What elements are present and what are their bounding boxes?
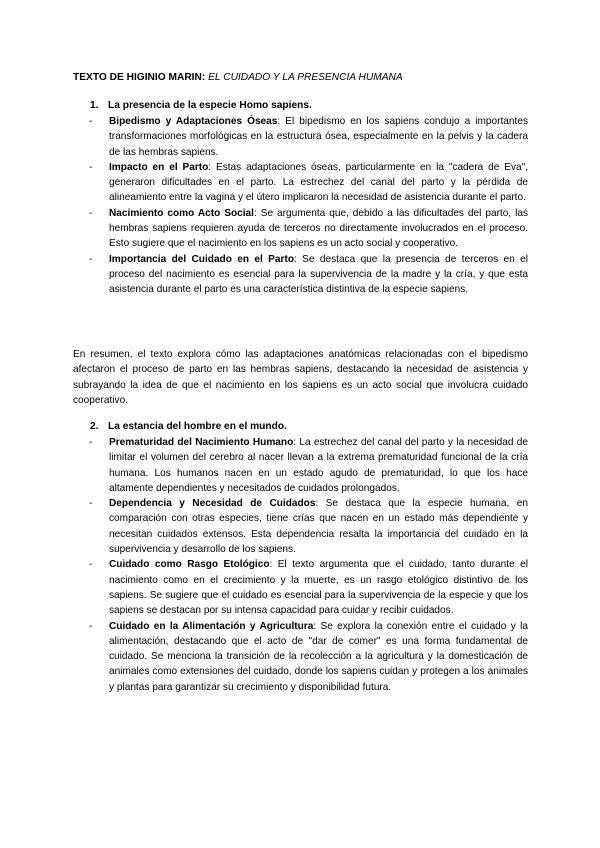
item-term: Impacto en el Parto <box>109 161 209 173</box>
list-item: - Prematuridad del Nacimiento Humano: La estrechez del canal del parto y la necesidad de limitar el volumen del cerebro al nacer llevan a la extrema prematuridad funcional de la cría humana. Los humanos nacen en un estado agudo de prematuridad, lo que los hace altamente dependientes y necesitados de cuidados prolongados. <box>89 437 528 494</box>
item-text: : La estrechez del canal del parto y la necesidad de limitar el volumen del cerebro al nacer llevan a la extrema prematuridad funcional de la cría humana. Los humanos nacen en un estado agudo de prematuridad, lo que los hace altamente dependientes y necesitados de cuidados prolongados. <box>109 437 528 494</box>
item-term: Importancia del Cuidado en el Parto <box>109 253 294 265</box>
item-term: Nacimiento como Acto Social <box>109 207 254 219</box>
section-1 <box>73 98 528 298</box>
item-text: : Se explora la conexión entre el cuidado y la alimentación, destacando que el acto de "dar de comer" es una forma fundamental de cuidado. Se menciona la transición de la recolección a la agricultura y la domesticación de animales como extensiones del cuidado, donde los sapiens cuidan y protegen a los animales y plantas para garantizar su crecimiento y disponibilidad futura. <box>109 620 528 693</box>
item-text: : El bipedismo en los sapiens condujo a importantes transformaciones morfológicas en la estructura ósea, especialmente en la pelvis y la cadera de las hembras sapiens. <box>109 116 528 158</box>
section-number: 1. <box>90 100 99 111</box>
section-title: La estancia del hombre en el mundo. <box>108 421 287 432</box>
item-text: : Estas adaptaciones óseas, particularmente en la "cadera de Eva", generaron dificultades en el parto. La estrechez del canal del parto y la pérdida de alineamiento entre la vagina y el útero implicaron la necesidad de asistencia durante el parto. <box>109 161 528 204</box>
section-2 <box>73 419 528 695</box>
list-item: - Dependencia y Necesidad de Cuidados: Se destaca que la especie humana, en comparación con otras especies, tiene crías que nacen en un estado más dependiente y necesitan cuidados extensos. Esta dependencia resalta la importancia del cuidado en la supervivencia y desarrollo de los sapiens. <box>89 498 528 556</box>
list-item: - Cuidado como Rasgo Etológico: El texto argumenta que el cuidado, tanto durante el nacimiento como en el crecimiento y la muerte, es un rasgo etológico distintivo de los sapiens. Se sugiere que el cuidado es esencial para la supervivencia de la especie y que los sapiens se destacan por su intensa capacidad para cuidar y recibir cuidados. <box>89 559 529 617</box>
list-item: - Cuidado en la Alimentación y Agricultura: Se explora la conexión entre el cuidado y la alimentación, destacando que el acto de "dar de comer" es una forma fundamental de cuidado. Se menciona la transición de la recolección a la agricultura y la domesticación de animales como extensiones del cuidado, donde los sapiens cuidan y protegen a los animales y plantas para garantizar su crecimiento y disponibilidad futura. <box>89 620 528 693</box>
summary-paragraph: En resumen, el texto explora cómo las adaptaciones anatómicas relacionadas con el bipedismo afectaron el proceso de parto en las hembras sapiens, destacando la necesidad de asistencia y subrayando la idea de que el nacimiento en los sapiens es un acto social que involucra cuidado cooperativo. <box>73 349 528 406</box>
title-work: EL CUIDADO Y LA PRESENCIA HUMANA <box>208 72 403 83</box>
section-title: La presencia de la especie Homo sapiens. <box>108 100 312 111</box>
section-1-heading <box>73 98 528 114</box>
item-term: Cuidado como Rasgo Etológico <box>109 559 270 571</box>
item-text: : Se destaca que la especie humana, en comparación con otras especies, tiene crías que nacen en un estado más dependiente y necesitan cuidados extensos. Esta dependencia resalta la importancia del cuidado en la supervivencia y desarrollo de los sapiens. <box>109 498 528 556</box>
item-text: : Se destaca que la presencia de terceros en el proceso del nacimiento es esencial para la supervivencia de la madre y la cría, y que esta asistencia durante el parto es una característica distintiva de la especie sapiens. <box>109 253 528 296</box>
document-title <box>73 72 403 83</box>
list-item: - Impacto en el Parto: Estas adaptaciones óseas, particularmente en la "cadera de Eva", generaron dificultades en el parto. La estrechez del canal del parto y la pérdida de alineamiento entre la vagina y el útero implicaron la necesidad de asistencia durante el parto. <box>89 161 528 204</box>
item-term: Cuidado en la Alimentación y Agricultura <box>109 620 314 632</box>
item-term: Prematuridad del Nacimiento Humano <box>109 437 294 448</box>
item-text: : Se argumenta que, debido a las dificultades del parto, las hembras sapiens requieren ayuda de terceros no directamente involucrados en el proceso. Esto sugiere que el nacimiento en los sapiens es un acto social y cooperativo. <box>109 207 529 250</box>
list-item: - Importancia del Cuidado en el Parto: Se destaca que la presencia de terceros en el proceso del nacimiento es esencial para la supervivencia de la madre y la cría, y que esta asistencia durante el parto es una característica distintiva de la especie sapiens. <box>89 253 528 296</box>
section-2-heading <box>73 419 528 435</box>
item-term: Bipedismo y Adaptaciones Óseas <box>109 116 278 127</box>
list-item: - Bipedismo y Adaptaciones Óseas: El bipedismo en los sapiens condujo a importantes transformaciones morfológicas en la estructura ósea, especialmente en la pelvis y la cadera de las hembras sapiens. <box>89 116 528 158</box>
title-author: TEXTO DE HIGINIO MARIN: <box>73 72 206 83</box>
list-item: - Nacimiento como Acto Social: Se argumenta que, debido a las dificultades del parto, las hembras sapiens requieren ayuda de terceros no directamente involucrados en el proceso. Esto sugiere que el nacimiento en los sapiens es un acto social y cooperativo. <box>89 207 529 250</box>
item-term: Dependencia y Necesidad de Cuidados <box>109 498 316 510</box>
item-text: : El texto argumenta que el cuidado, tanto durante el nacimiento como en el crecimiento y la muerte, es un rasgo etológico distintivo de los sapiens. Se sugiere que el cuidado es esencial para la supervivencia de la especie y que los sapiens se destacan por su intensa capacidad para cuidar y recibir cuidados. <box>109 559 529 617</box>
section-number: 2. <box>90 421 99 432</box>
